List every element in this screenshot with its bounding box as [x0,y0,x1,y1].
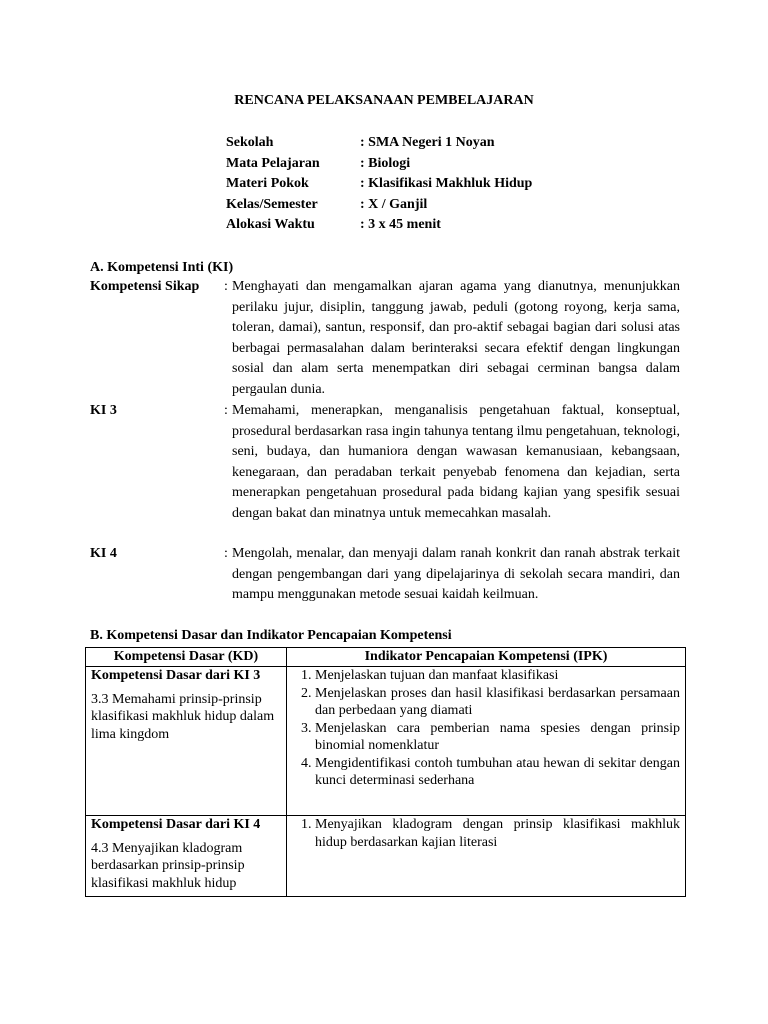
kd-title: Kompetensi Dasar dari KI 4 [91,817,261,832]
info-row-time [226,215,532,236]
ki-3 [90,401,680,525]
ki-label: KI 3 [90,403,117,418]
ki-4 [90,544,680,606]
info-row-school [226,133,532,154]
ki-sikap [90,277,680,401]
info-value: : SMA Negeri 1 Noyan [360,135,495,150]
ki-text: Menghayati dan mengamalkan ajaran agama yang dianutnya, menunjukkan perilaku jujur, disiplin, tanggung jawab, peduli (gotong royong, kerja sama, toleran, damai), santun, responsif, dan pro-aktif sebagai bagian dari solusi atas berbagai permasalahan dalam berinteraksi secara efektif dengan lingkungan sosial dan alam serta menempatkan diri sebagai cerminan bangsa dalam pergaulan dunia. [232,279,680,397]
ki-label: KI 4 [90,546,117,561]
info-row-class [226,195,532,216]
ipk-item: 1. Menjelaskan tujuan dan manfaat klasifikasi [315,667,680,685]
ipk-item: 1. Menyajikan kladogram dengan prinsip klasifikasi makhluk hidup berdasarkan kajian literasi [315,816,680,851]
info-block [226,133,532,236]
info-row-topic [226,174,532,195]
info-label: Kelas/Semester [226,196,318,212]
info-value: : 3 x 45 menit [360,217,441,232]
ki-colon: : [224,546,228,561]
info-row-subject [226,154,532,175]
ipk-cell [287,667,686,816]
kd-cell [86,816,287,897]
info-value: : X / Ganjil [360,196,428,212]
info-label: Sekolah [226,135,274,150]
ki-colon: : [224,279,228,294]
table-row [86,667,686,816]
ipk-item: 3. Menjelaskan cara pemberian nama spesies dengan prinsip binomial nomenklatur [315,720,680,755]
kd-ipk-table [85,647,686,897]
ipk-item: 4. Mengidentifikasi contoh tumbuhan atau hewan di sekitar dengan kunci determinasi sederhana [315,755,680,790]
ipk-item: 2. Menjelaskan proses dan hasil klasifikasi berdasarkan persamaan dan perbedaan yang diamati [315,685,680,720]
ki-text: Memahami, menerapkan, menganalisis pengetahuan faktual, konseptual, prosedural berdasarkan rasa ingin tahunya tentang ilmu pengetahuan, teknologi, seni, budaya, dan humaniora dengan wawasan kemanusiaan, kebangsaan, kenegaraan, dan peradaban terkait penyebab fenomena dan kejadian, serta menerapkan pengetahuan prosedural pada bidang kajian yang spesifik sesuai dengan bakat dan minatnya untuk memecahkan masalah. [232,403,680,521]
ki-label: Kompetensi Sikap [90,279,200,294]
table-header-row [86,648,686,667]
ipk-list [292,667,680,790]
kd-cell [86,667,287,816]
header-kd: Kompetensi Dasar (KD) [86,648,287,667]
header-ipk: Indikator Pencapaian Kompetensi (IPK) [287,648,686,667]
document-title: RENCANA PELAKSANAAN PEMBELAJARAN [234,93,534,108]
ipk-cell [287,816,686,897]
info-label: Mata Pelajaran [226,155,320,171]
section-b-heading: B. Kompetensi Dasar dan Indikator Pencapaian Kompetensi [90,628,452,643]
table-row [86,816,686,897]
section-a-heading: A. Kompetensi Inti (KI) [90,260,234,275]
ipk-list [292,816,680,851]
ki-colon: : [224,403,228,418]
ki-text: Mengolah, menalar, dan menyaji dalam ranah konkrit dan ranah abstrak terkait dengan pengembangan dari yang dipelajarinya di sekolah secara mandiri, dan mampu menggunakan metode sesuai kaidah keilmuan. [232,546,680,603]
kd-title: Kompetensi Dasar dari KI 3 [91,668,261,683]
kd-desc: 4.3 Menyajikan kladogram berdasarkan prinsip-prinsip klasifikasi makhluk hidup [91,840,245,891]
info-value: : Biologi [360,155,411,171]
info-label: Materi Pokok [226,176,309,191]
info-label: Alokasi Waktu [226,217,315,232]
info-value: : Klasifikasi Makhluk Hidup [360,176,533,191]
kd-desc: 3.3 Memahami prinsip-prinsip klasifikasi makhluk hidup dalam lima kingdom [91,691,275,742]
